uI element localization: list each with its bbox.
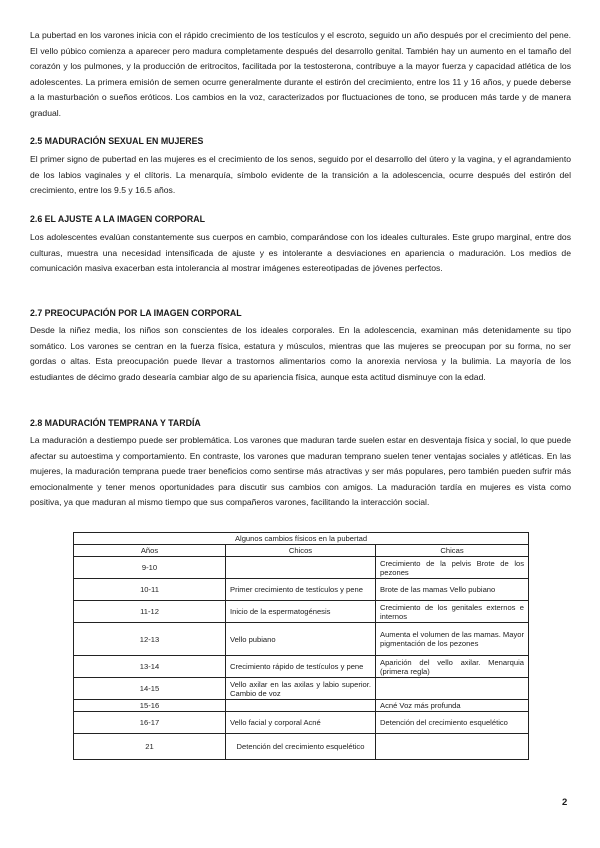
heading-2-7: 2.7 PREOCUPACIÓN POR LA IMAGEN CORPORAL (30, 308, 242, 318)
cell-boys (226, 557, 376, 579)
table-row (74, 700, 529, 712)
cell-years: 14-15 (74, 678, 226, 700)
cell-years: 16-17 (74, 712, 226, 734)
cell-boys: Vello facial y corporal Acné (226, 712, 376, 734)
cell-girls: Brote de las mamas Vello pubiano (376, 579, 529, 601)
heading-2-5: 2.5 MADURACIÓN SEXUAL EN MUJERES (30, 136, 204, 146)
cell-boys: Crecimiento rápido de testículos y pene (226, 656, 376, 678)
cell-girls (376, 734, 529, 760)
table-row (74, 579, 529, 601)
table-row (74, 601, 529, 623)
cell-girls (376, 678, 529, 700)
table-row (74, 623, 529, 656)
cell-boys (226, 700, 376, 712)
table-row (74, 734, 529, 760)
paragraph-2-6: Los adolescentes evalúan constantemente sus cuerpos en cambio, comparándose con los ideales culturales. Este grupo marginal, entre dos culturas, muestra una necesidad intensificada de ajuste y es intolerante a desviaciones en apariencia o maduración. Los medios de comunicación masiva exacerban esta intolerancia al mostrar imágenes estereotipadas de jóvenes perfectos. (30, 232, 571, 273)
cell-years: 15-16 (74, 700, 226, 712)
paragraph-2-5: El primer signo de pubertad en las mujeres es el crecimiento de los senos, seguido por el desarrollo del útero y la vagina, y el agrandamiento de los labios vaginales y el clítoris. La menarquía, símbolo evidente de la transición a la adolescencia, ocurre después del estirón del crecimiento, entre los 9.5 y 16.5 años. (30, 154, 571, 195)
paragraph-2-8: La maduración a destiempo puede ser problemática. Los varones que maduran tarde suelen estar en desventaja física y social, lo que puede afectar su autoestima y comportamiento. En contraste, los varones que maduran temprano suelen tener ventajas sociales y atléticas. En las mujeres, la maduración temprana puede traer beneficios como sentirse más atractivas y ser más populares, pero también pueden sufrir más emocionalmente y tener menos oportunidades para discutir sus cambios con amigos. La maduración tardía en mujeres es vista como positiva, ya que maduran al mismo tiempo que sus compañeros varones, facilitando la interacción social. (30, 435, 571, 507)
table-row (74, 656, 529, 678)
cell-years: 21 (74, 734, 226, 760)
cell-years: 9-10 (74, 557, 226, 579)
heading-2-8: 2.8 MADURACIÓN TEMPRANA Y TARDÍA (30, 418, 201, 428)
cell-boys: Vello axilar en las axilas y labio superior. Cambio de voz (226, 678, 376, 700)
table-row (74, 557, 529, 579)
paragraph-intro: La pubertad en los varones inicia con el rápido crecimiento de los testículos y el escroto, seguido un año después por el crecimiento del pene. El vello púbico comienza a aparecer pero madura completamente después del desarrollo genital. También hay un aumento en el tamaño del corazón y los pulmones, y la producción de eritrocitos, facilitada por la testosterona, contribuye a la mayor fuerza y capacidad atlética de los adolescentes. La primera emisión de semen ocurre generalmente durante el estirón del crecimiento, entre los 11 y 16 años, y puede deberse a la masturbación o sueños eróticos. Los cambios en la voz, caracterizados por fluctuaciones de tono, se producen más tarde y de manera gradual. (30, 30, 571, 118)
cell-girls: Aparición del vello axilar. Menarquia (primera regla) (376, 656, 529, 678)
cell-boys: Vello pubiano (226, 623, 376, 656)
paragraph-2-7: Desde la niñez media, los niños son conscientes de los ideales corporales. En la adolescencia, examinan más detenidamente su tipo somático. Los varones se centran en la fuerza física, estatura y músculos, mientras que las mujeres se preocupan por su forma, no ser gordas o altas. Esta preocupación puede llevar a trastornos alimentarios como la anorexia nerviosa y la bulimia. La mayoría de los estudiantes de décimo grado desearía cambiar algo de su apariencia física, aunque esta actitud disminuye con la edad. (30, 325, 571, 382)
column-header-boys: Chicos (226, 545, 376, 557)
cell-years: 10-11 (74, 579, 226, 601)
cell-years: 12-13 (74, 623, 226, 656)
cell-boys: Inicio de la espermatogénesis (226, 601, 376, 623)
table-row (74, 678, 529, 700)
cell-boys: Primer crecimiento de testículos y pene (226, 579, 376, 601)
table-row (74, 712, 529, 734)
page-number: 2 (562, 797, 568, 808)
cell-girls: Acné Voz más profunda (376, 700, 529, 712)
cell-girls: Detención del crecimiento esquelético (376, 712, 529, 734)
cell-boys: Detención del crecimiento esquelético (226, 734, 376, 760)
table-caption: Algunos cambios físicos en la pubertad (74, 533, 529, 545)
cell-girls: Crecimiento de la pelvis Brote de los pezones (376, 557, 529, 579)
heading-2-6: 2.6 EL AJUSTE A LA IMAGEN CORPORAL (30, 214, 205, 224)
cell-years: 13-14 (74, 656, 226, 678)
column-header-girls: Chicas (376, 545, 529, 557)
cell-girls: Aumenta el volumen de las mamas. Mayor pigmentación de los pezones (376, 623, 529, 656)
cell-girls: Crecimiento de los genitales externos e internos (376, 601, 529, 623)
column-header-years: Años (74, 545, 226, 557)
puberty-changes-table (73, 532, 529, 760)
cell-years: 11-12 (74, 601, 226, 623)
